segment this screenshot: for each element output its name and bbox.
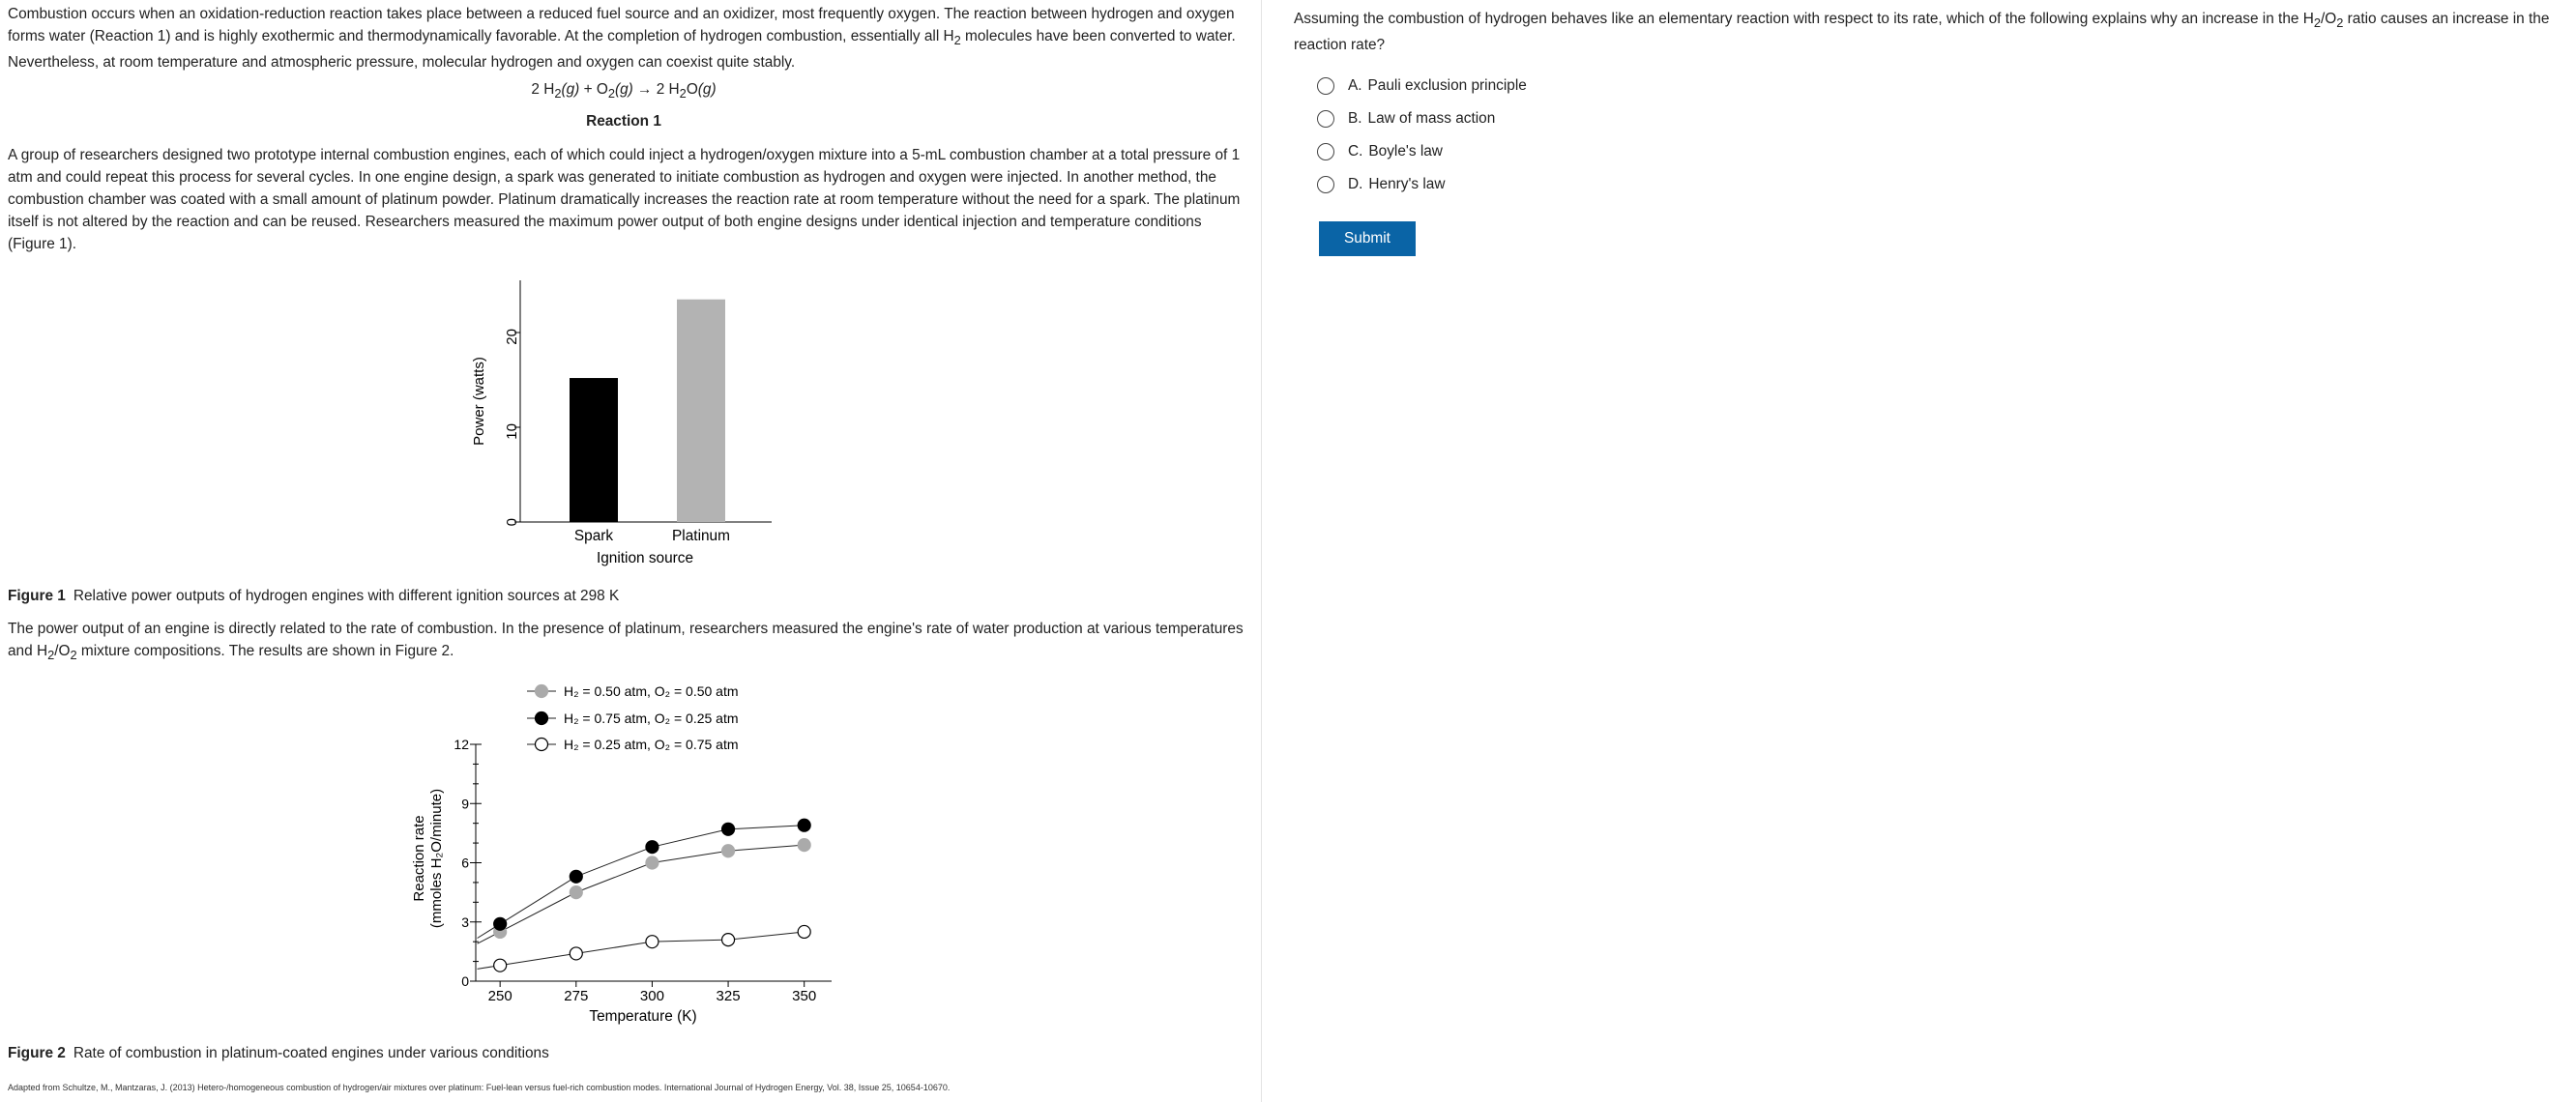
fig2-y-tick-label: 0 (461, 973, 469, 989)
fig2-point-white (570, 947, 582, 960)
option-letter: A. (1348, 77, 1362, 94)
fig1-bar-spark (570, 378, 618, 522)
fig2-legend-marker-black (536, 712, 548, 725)
fig2-point-white (722, 934, 735, 946)
fig2-point-black (494, 917, 507, 930)
option-letter: D. (1348, 176, 1363, 192)
fig2-point-black (722, 823, 735, 835)
figure-2-label: Figure 2 (8, 1045, 66, 1061)
fig2-legend-marker-white (536, 739, 548, 751)
fig2-point-gray (722, 845, 735, 857)
radio-button-icon[interactable] (1317, 143, 1334, 160)
fig2-point-white (798, 925, 810, 938)
fig2-point-white (494, 959, 507, 972)
fig1-y-tick-label: 20 (504, 329, 520, 345)
reaction-title: Reaction 1 (586, 113, 661, 130)
fig2-x-tick-label: 275 (564, 988, 589, 1004)
fig1-x-tick-label: Platinum (672, 528, 730, 544)
figure-1-bar-chart (454, 276, 783, 575)
answer-option-b[interactable] (1317, 110, 1495, 128)
question-panel (1263, 0, 2576, 1102)
question-stem: Assuming the combustion of hydrogen behaves like an elementary reaction with respect to its rate, which of the following explains why an increase in the $H_2/O_2$ ratio causes an increase in the reaction rate? (1294, 11, 2550, 54)
option-text: Law of mass action (1367, 110, 1496, 127)
fig2-x-tick-label: 250 (487, 988, 512, 1004)
fig2-legend-label: H₂ = 0.50 atm, O₂ = 0.50 atm (564, 683, 739, 699)
fig2-point-black (570, 870, 582, 883)
fig2-series-line-white (478, 932, 805, 969)
option-text: Boyle's law (1368, 143, 1443, 160)
answer-option-c[interactable] (1317, 143, 1443, 160)
fig2-x-tick-label: 325 (716, 988, 741, 1004)
figure-1-label: Figure 1 (8, 588, 66, 604)
fig1-y-tick-label: 0 (504, 518, 520, 527)
fig2-y-tick-label: 6 (461, 855, 469, 871)
fig2-legend-label: H₂ = 0.75 atm, O₂ = 0.25 atm (564, 710, 739, 726)
answer-option-d[interactable] (1317, 176, 1445, 193)
fig2-x-tick-label: 300 (639, 988, 664, 1004)
radio-button-icon[interactable] (1317, 77, 1334, 95)
fig2-y-axis-label-units: (mmoles H₂O/minute) (428, 788, 445, 929)
fig1-y-axis-label: Power (watts) (471, 357, 487, 446)
option-text: Henry's law (1368, 176, 1446, 192)
fig2-series-line-gray (478, 845, 805, 943)
fig2-y-tick-label: 3 (461, 914, 469, 930)
fig2-y-tick-label: 9 (461, 796, 469, 812)
answer-option-a[interactable] (1317, 77, 1527, 95)
figure-2-line-chart (387, 675, 851, 1032)
fig2-point-black (646, 841, 659, 854)
fig2-x-axis-label: Temperature (K) (589, 1008, 697, 1025)
fig2-point-gray (646, 856, 659, 869)
fig2-point-black (798, 819, 810, 831)
option-letter: C. (1348, 143, 1363, 160)
fig2-x-tick-label: 350 (792, 988, 817, 1004)
fig2-point-white (646, 936, 659, 948)
option-letter: B. (1348, 110, 1362, 127)
figure-2-caption: Figure 2 Rate of combustion in platinum-coated engines under various conditions (8, 1045, 549, 1061)
passage-paragraph-1: Combustion occurs when an oxidation-reduction reaction takes place between a reduced fuel source and an oxidizer, most frequently oxygen. The reaction between hydrogen and oxygen forms water (Reaction 1) and is highly exothermic and thermodynamically favorable. At the completion of hydrogen combustion, essentially all $H_2$ molecules have been converted to water. Nevertheless, at room temperature and atmospheric pressure, molecular hydrogen and oxygen can coexist quite stably. (8, 6, 1236, 72)
fig1-x-tick-label: Spark (573, 528, 614, 544)
radio-button-icon[interactable] (1317, 176, 1334, 193)
option-text: Pauli exclusion principle (1367, 77, 1527, 94)
source-citation: Adapted from Schultze, M., Mantzaras, J. (2013) Hetero-/homogeneous combustion of hydrogen/air mixtures over platinum: Fuel-lean versus fuel-rich combustion modes. International Journal of Hydrogen Energy, Vol. 38, Issue 25, 10654-10670. (8, 1083, 951, 1092)
fig1-x-axis-label: Ignition source (596, 550, 694, 566)
radio-button-icon[interactable] (1317, 110, 1334, 128)
submit-button[interactable]: Submit (1319, 221, 1416, 256)
fig2-y-axis-label: Reaction rate (411, 815, 427, 902)
figure-1-caption: Figure 1 Relative power outputs of hydrogen engines with different ignition sources at 298 K (8, 588, 620, 604)
fig2-legend-marker-gray (536, 685, 548, 698)
fig1-bar-platinum (677, 300, 725, 522)
fig2-point-gray (798, 839, 810, 852)
fig2-series-line-black (478, 826, 805, 939)
reaction-equation: 2 $H_2(g) + O_2(g) \to 2$ $H_2O(g)$ (531, 81, 717, 102)
fig1-y-tick-label: 10 (504, 423, 520, 440)
passage-paragraph-2: A group of researchers designed two prototype internal combustion engines, each of which could inject a hydrogen/oxygen mixture into a 5-mL combustion chamber at a total pressure of 1 atm and could repeat this process for several cycles. In one engine design, a spark was generated to initiate combustion as hydrogen and oxygen were injected. In another method, the combustion chamber was coated with a small amount of platinum powder. Platinum dramatically increases the reaction rate at room temperature without the need for a spark. The platinum itself is not altered by the reaction and can be reused. Researchers measured the maximum power output of both engine designs under identical injection and temperature conditions (Figure 1). (8, 147, 1241, 252)
fig2-legend-label: H₂ = 0.25 atm, O₂ = 0.75 atm (564, 737, 739, 752)
fig2-point-gray (570, 886, 582, 899)
fig2-y-tick-label: 12 (454, 737, 469, 752)
passage-panel (0, 0, 1262, 1102)
passage-paragraph-3: The power output of an engine is directly related to the rate of combustion. In the presence of platinum, researchers measured the engine's rate of water production at various temperatures and $H_2/O_2$ mixture compositions. The results are shown in Figure 2. (8, 621, 1244, 663)
